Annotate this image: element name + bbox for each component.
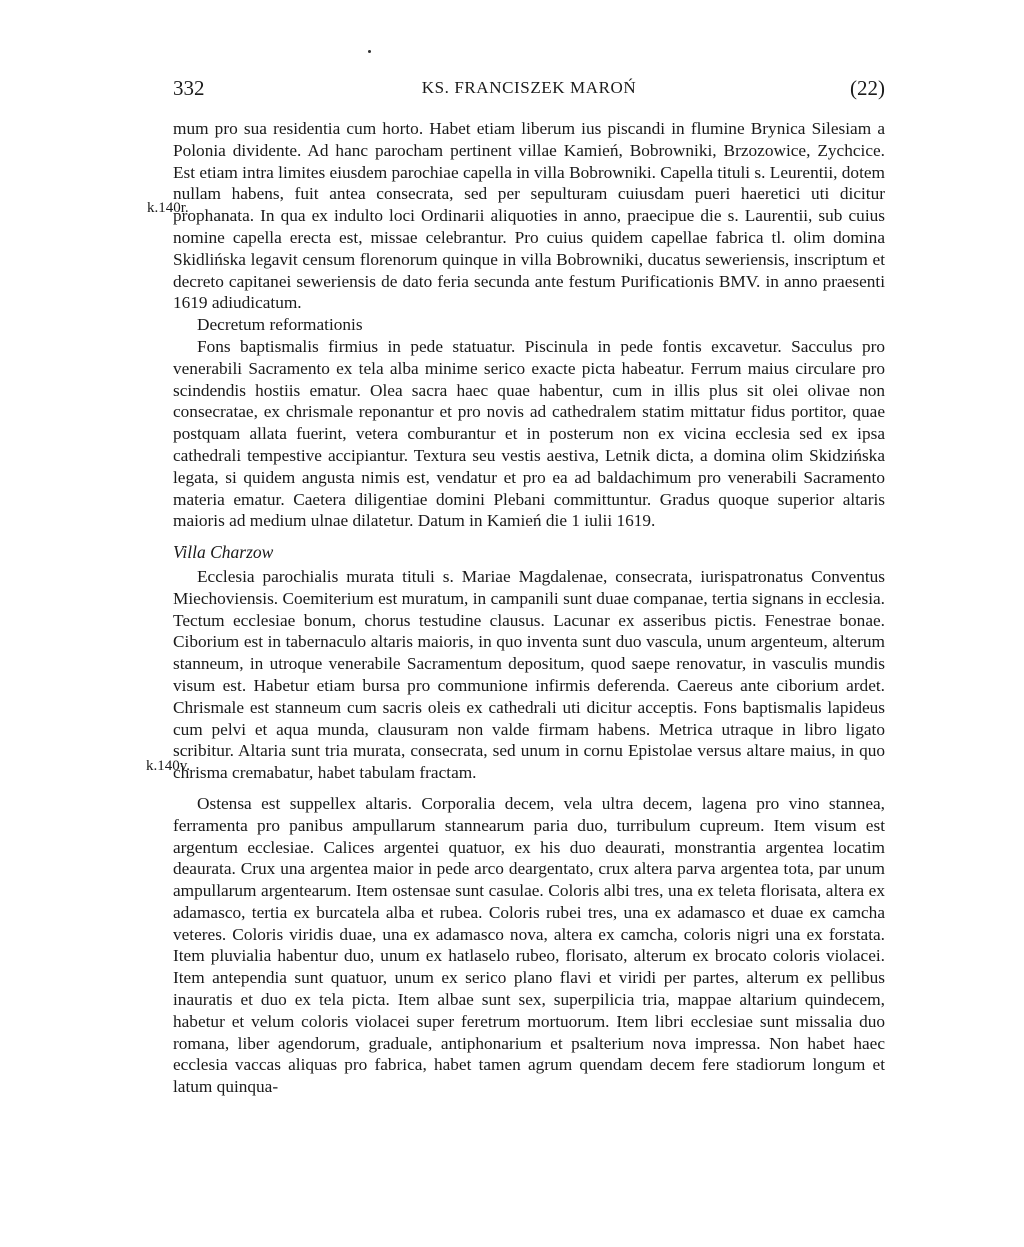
margin-note-folio-verso: k.140v. bbox=[146, 758, 191, 774]
body-text bbox=[173, 118, 885, 1098]
paragraph: Ecclesia parochialis murata tituli s. Mariae Magdalenae, consecrata, iurispatronatus Conventus Miechoviensis. Coemiterium est muratum, in campanili sunt duae companae, tertia signans in ecclesia. Tectum ecclesiae bonum, chorus testudine clausus. Lacunar ex asseribus pictis. Fenestrae bonae. Ciborium est in tabernaculo altaris maioris, in quo inventa sunt duo vascula, unum argenteum, alterum stanneum, in utroque venerabile Sacramentum depositum, quod saepe renovatur, in vasculis mundis visum est. Habetur etiam bursa pro communione infirmis deferenda. Caereus ante ciborium ardet. Chrismale est stanneum cum sacris oleis ex cathedrali uti dicitur acceptis. Fons baptismalis lapideus cum pelvi et aqua munda, clausuram non valde firmam habens. Metrica utraque in libro ligato scribitur. Altaria sunt tria murata, consecrata, sed unum in cornu Epistolae versus altare maius, in quo chrisma cremabatur, habet tabulam fractam. bbox=[173, 566, 885, 783]
page-header bbox=[173, 76, 885, 104]
section-number: (22) bbox=[850, 76, 885, 100]
paragraph: Fons baptismalis firmius in pede statuatur. Piscinula in pede fontis excavetur. Sacculus pro venerabili Sacramento ex tela alba minime serico exacte picta habeatur. Ferrum maius circulare pro scindendis hostiis ematur. Olea sacra haec quae habentur, cum in illis plus sit olei olivae non consecratae, ex chrismale reponantur et pro novis ad cathedralem statim mittatur fidus portitor, quae postquam allata fuerint, vetera comburantur et in posterum non ex vicina ecclesia sed ex ipsa cathedrali tempestive accipiantur. Textura seu vestis aestiva, Letnik dicta, a domina olim Skidzińska legata, si quidem angusta nimis est, vendatur et pro ea ad baldachimum pro venerabili Sacramento materia ematur. Caetera diligentiae domini Plebani committuntur. Gradus quoque superior altaris maioris ad medium ulnae dilatetur. Datum in Kamień die 1 iulii 1619. bbox=[173, 336, 885, 531]
print-speck bbox=[368, 50, 371, 53]
paragraph: mum pro sua residentia cum horto. Habet etiam liberum ius piscandi in flumine Brynica Silesiam a Polonia dividente. Ad hanc parocham pertinent villae Kamień, Bobrowniki, Brzozowice, Zychcice. Est etiam intra limites eiusdem parochiae capella in villa Bobrowniki. Capella tituli s. Leurentii, dotem nullam habens, fuit antea consecrata, sed per sepulturam cuiusdam pueri haeretici uti dicitur prophanata. In qua ex indulto loci Ordinarii aliquoties in anno, praecipue die s. Laurentii, sub cuius nomine capella erecta est, missae celebrantur. Pro cuius quidem capellae fabrica tl. olim domina Skidlińska legavit censum florenorum quinque in villa Bobrowniki, ducatus seweriensis, inscriptum et decreto capitanei seweriensis de dato feria secunda ante festum Purificationis BMV. in anno praesenti 1619 adiudicatum. bbox=[173, 119, 885, 313]
running-title: KS. FRANCISZEK MAROŃ bbox=[421, 78, 637, 97]
margin-note-folio-recto: k.140r. bbox=[147, 200, 189, 216]
page-number: 332 bbox=[173, 76, 205, 100]
paragraph: Ostensa est suppellex altaris. Corporalia decem, vela ultra decem, lagena pro vino stannea, ferramenta pro panibus ampullarum stannearum paria duo, turribulum cupreum. Item visum est argentum ecclesiae. Calices argentei quatuor, ex his duo deaurati, monstrantia argentea locatim deaurata. Crux una argentea maior in pede arco deargentato, crux altera parva argentea tota, par unum ampullarum argentearum. Item ostensae sunt casulae. Coloris albi tres, una ex teleta florisata, altera ex adamasco, tertia ex burcatela alba et rubea. Coloris rubei tres, una ex adamasco et duae ex camcha veteres. Coloris viridis duae, una ex adamasco nova, altera ex camcha, coloris nigri una ex forstata. Item pluvialia habentur duo, unum ex hatlaselo rubeo, florisato, alterum ex brocato coloris violacei. Item antependia sunt quatuor, unum ex serico plano flavi et viridi per partes, alterum ex pellibus inauratis et duo ex tela picta. Item albae sunt sex, superpilicia tria, mappae altarium quindecem, habetur et velum coloris violacei super feretrum mortuorum. Item libri ecclesiae sunt missalia duo romana, liber agendorum, graduale, antiphonarium et psalterium nova impressa. Non habet haec ecclesia vaccas aliquas pro fabrica, habet tamen agrum quendam decem fere stadiorum longum et latum quinqua- bbox=[173, 793, 885, 1097]
section-heading: Villa Charzow bbox=[173, 542, 274, 563]
decree-heading: Decretum reformationis bbox=[197, 315, 363, 335]
